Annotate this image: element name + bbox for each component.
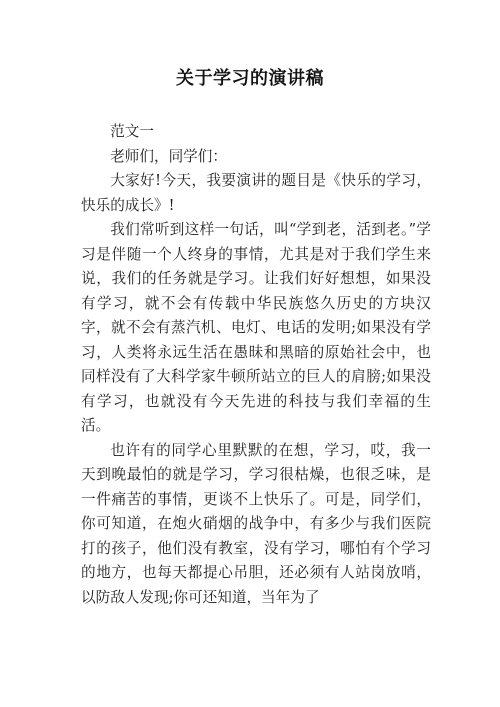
document-body xyxy=(81,120,431,610)
paragraph: 老师们，同学们： xyxy=(110,147,227,165)
document-title: 关于学习的演讲稿 xyxy=(176,68,324,89)
paragraph: 大家好!今天，我要演讲的题目是《快乐的学习，快乐的成长》! xyxy=(81,172,431,214)
paragraph: 也许有的同学心里默默的在想，学习，哎，我一天到晚最怕的就是学习，学习很枯燥，也很乏味，是一件痛苦的事情，更谈不上快乐了。可是，同学们，你可知道，在炮火硝烟的战争中，有多少与我们医院打的孩子，他们没有教室，没有学习，哪怕有个学习的地方，也每天都提心吊胆，还必须有人站岗放哨，以防敌人发现;你可还知道，当年为了 xyxy=(81,441,431,606)
paragraph: 范文一 xyxy=(110,123,154,140)
paragraph: 我们常听到这样一句话，叫“学到老，活到老。”学习是伴随一个人终身的事情，尤其是对于我们学生来说，我们的任务就是学习。让我们好好想想，如果没有学习，就不会有传载中华民族悠久历史的方块汉字，就不会有蒸汽机、电灯、电话的发明;如果没有学习，人类将永远生活在愚昧和黑暗的原始社会中，也同样没有了大科学家牛顿所站立的巨人的肩膀;如果没有学习，也就没有今天先进的科技与我们幸福的生活。 xyxy=(81,221,431,434)
